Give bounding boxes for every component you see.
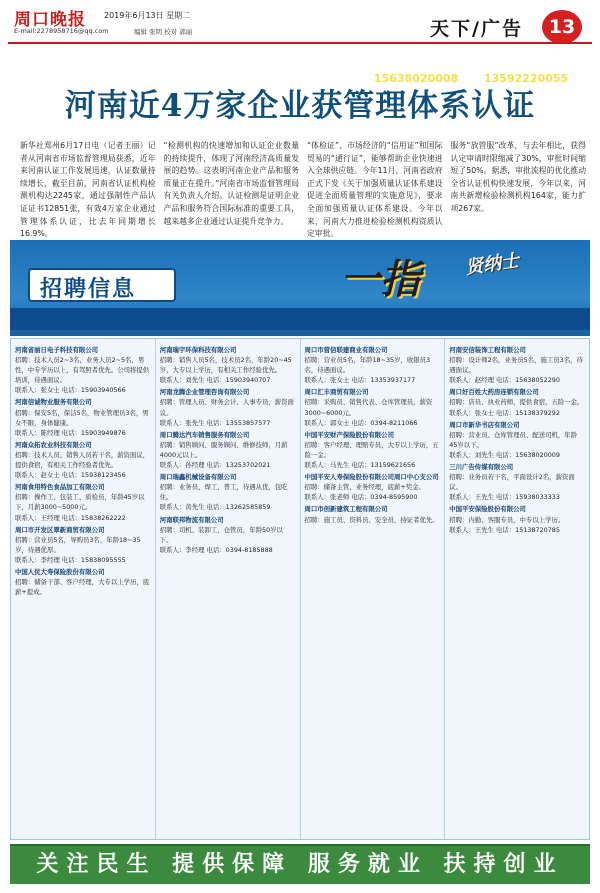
ad-text: 联系人：黄先生 电话：13262585859 (159, 503, 271, 512)
ad-text: 联系人：王先生 电话：15938033333 (449, 493, 560, 502)
ad-column (445, 339, 589, 839)
article-column: “检测机构的快速增加和认证企业数量的持续提升，体现了河南经济高质量发展的趋势。这表明河南企业产品和服务质量正在提升。”河南省市场监督管理局有关负责人介绍。认证检测是证明企业产品和服务符合国际标准的重要工具，越来越多企业通过认证提升竞争力。 (163, 141, 299, 226)
job-fair-hotline-label: 2019年周口报业传媒集团春季大型招聘会 报名热线： (30, 74, 322, 87)
ad-text: 联系人：陈经理 电话：15903949876 (15, 428, 126, 437)
ad-text: 招聘：施工员、资料员、安全员，持证者优先。 (304, 515, 439, 524)
ad-text: 联系人：赵女士 电话：15938123456 (15, 471, 126, 480)
ad-company-name: 河南安信装饰工程有限公司 (449, 346, 526, 354)
ad-column (301, 339, 446, 839)
ad-column (156, 339, 301, 839)
ad-column (11, 339, 156, 839)
hotline-number-2: 13592220055 (484, 72, 569, 85)
ad-text: 招聘：储备干部、客户经理，大专以上学历，底薪+提成。 (15, 578, 150, 597)
ad-text: 招聘：业务员、焊工、普工，待遇从优，包吃住。 (159, 483, 288, 502)
ad-company-name: 河南联邦物流有限公司 (159, 515, 224, 524)
ad-text: 招聘：营业员5名，年龄18~35岁，收银员3名，待遇面议。 (304, 356, 431, 375)
ad-company-name: 周口市创新建筑工程有限公司 (304, 505, 388, 514)
ad-text: 联系人：王先生 电话：15138720785 (449, 525, 560, 534)
issue-date: 2019年6月13日 星期二 (104, 11, 191, 20)
ad-text: 招聘：储备主管、业务经理，底薪+奖金。 (304, 483, 425, 492)
masthead (0, 0, 600, 60)
ad-company-name: 河南食用特色食品加工有限公司 (15, 483, 105, 492)
hotline-number-1: 15638020008 (374, 72, 459, 85)
ad-company-name: 周口市开发区翠新商贸有限公司 (15, 525, 105, 534)
contact-email: E-mail:2278958716@qq.com (14, 27, 109, 35)
ad-text: 联系人：张女士 电话：15138379292 (449, 408, 560, 417)
banner-calligraphy-secondary: 贤纳士 (464, 250, 521, 279)
masthead-divider (8, 42, 592, 44)
banner-calligraphy: 一指 (340, 256, 420, 303)
ad-company-name: 河南众拓农业科技有限公司 (15, 440, 92, 449)
ad-text: 联系人：李经理 电话：0394-8185888 (159, 545, 273, 554)
ad-text: 招聘：营业员、仓库管理员、配送司机，年龄45岁以下。 (449, 430, 578, 449)
ad-company-name: 周口瑞鑫机械设备有限公司 (159, 473, 237, 482)
ad-company-name: 三川广告传媒有限公司 (449, 463, 514, 472)
newspaper-logo: 周口晚报 (14, 10, 86, 30)
section-title: 天下/广告 (430, 18, 523, 40)
ad-company-name: 周口汇丰商贸有限公司 (304, 388, 369, 397)
ad-text: 联系人：马先生 电话：13159621656 (304, 461, 416, 470)
ad-text: 招聘：司机、装卸工、仓管员，年龄50岁以下。 (159, 525, 283, 544)
ad-text: 联系人：张先生 电话：13553857577 (159, 418, 271, 427)
ad-text: 招聘：管理人员、财务会计、人事专员，薪资面议。 (159, 398, 294, 417)
ad-text: 联系人：孙经理 电话：13253702021 (159, 461, 271, 470)
main-headline: 河南近4万家企业获管理体系认证 (64, 88, 536, 124)
ad-text: 联系人：张老师 电话：0394-8595900 (304, 493, 418, 502)
ad-company-name: 周口市营信联建商业有限公司 (304, 346, 388, 354)
ad-text: 联系人：李经理 电话：15838095555 (15, 555, 126, 564)
ad-company-name: 周口好百姓大药房连锁有限公司 (449, 388, 539, 397)
classified-ads (10, 338, 590, 840)
banner-title: 招聘信息 (40, 277, 137, 302)
slogan-text: 关注民生 提供保障 服务就业 扶持创业 (36, 851, 564, 877)
page-number-badge: 13 (542, 10, 582, 44)
ad-text: 招聘：技术人员、销售人员若干名，薪资面议，提供食宿，有相关工作经验者优先。 (15, 450, 150, 470)
banner-info-strip (10, 308, 590, 330)
ad-text: 联系人：刘先生 电话：15638020009 (449, 450, 560, 459)
article-column: “体检证”、市场经济的“信用证”和国际贸易的“通行证”，能够帮助企业快速进入全球供应链。今年11月，河南省政府正式下发《关于加强质量认证体系建设促进全面质量管理的实施意见》，要求全面加强质量认证体系建设。今年以来，河南大力推进检验检测机构资质认定审批。 (307, 141, 443, 239)
ad-company-name: 河南省丽日电子科技有限公司 (15, 346, 99, 354)
article-column: 新华社郑州6月17日电（记者王丽）记者从河南省市场监督管理局获悉，近年来河南认证工作发展迅速，认证数量持续增长，截至目前，河南省认证机构检测机构达2245家，通过强制性产品认证证书12851张，有效4万家企业通过管理体系认证，比去年同期增长16.9%。 (20, 141, 156, 239)
ad-text: 联系人：赵经理 电话：15638052290 (449, 376, 560, 385)
ad-company-name: 周口市新华书店有限公司 (449, 420, 520, 429)
editors-credit: 编辑 张明 校对 郭丽 (134, 28, 193, 36)
ad-text: 联系人：郭女士 电话：0394-8211066 (304, 418, 418, 427)
ad-text: 招聘：营业员5名，导购员3名，年龄18~35岁，待遇优厚。 (15, 535, 141, 554)
ad-text: 联系人：张女士 电话：13353937177 (304, 376, 416, 385)
ad-text: 招聘：客户经理、理赔专员，大专以上学历，五险一金。 (304, 440, 439, 459)
ad-text: 联系人：王经理 电话：15838262222 (15, 513, 126, 522)
ad-company-name: 中国平安财产保险股份有限公司 (304, 430, 394, 439)
ad-text: 联系人：张女士 电话：15903940566 (15, 386, 126, 395)
ad-text: 招聘：操作工、包装工、质检员，年龄45岁以下，月薪3000~5000元。 (15, 493, 145, 512)
ad-company-name: 周口腾达汽车销售服务有限公司 (159, 430, 250, 439)
ad-company-name: 中国人民大寿保险股份有限公司 (15, 567, 105, 576)
ad-company-name: 河南信诚物业服务有限公司 (15, 398, 92, 407)
ad-text: 招聘：店员、执业药师，提供食宿，五险一金。 (449, 398, 584, 407)
ad-text: 招聘：销售顾问、服务顾问、维修技师，月薪4000元以上。 (159, 440, 288, 459)
article-column: 服务“放管服”改革，与去年相比，获得认定审请时限缩减了30%，审批时间缩短了50%。据悉，审批流程的优化推动全省认证机构快速发展，今年以来，河南共新增检验检测机构164家，能力扩项267家。 (450, 141, 586, 213)
ad-text: 联系人：刘先生 电话：15903940707 (159, 376, 271, 385)
ad-text: 招聘：保安5名，保洁5名，物业管理员3名，男女不限，身体健康。 (15, 408, 149, 427)
ad-text: 招聘：销售人员5名，技术员2名，年龄20~45岁，大专以上学历，有相关工作经验优先。 (159, 356, 292, 375)
ad-text: 招聘：内勤、客服专员，中专以上学历。 (449, 515, 565, 524)
ad-company-name: 河南龙腾企业管理咨询有限公司 (159, 388, 250, 397)
ad-company-name: 河南瑞宇环保科技有限公司 (159, 346, 237, 354)
ad-text: 招聘：业务员若干名，平面设计2名，薪资面议。 (449, 473, 575, 492)
recruitment-banner (10, 240, 590, 336)
ad-text: 招聘：技术人员2~3名，业务人员2~5名，男性，中专学历以上，有驾照者优先。公司将提供培训，待遇面议。 (15, 356, 150, 385)
ad-text: 招聘：设计师2名，业务员5名，施工员3名，待遇面议。 (449, 356, 583, 375)
ad-company-name: 中国平安保险股份有限公司 (449, 505, 526, 514)
ad-company-name: 中国平安人寿保险股份有限公司周口中心支公司 (304, 473, 439, 482)
ad-text: 招聘：采购员、销售代表、仓库管理员，薪资3000~6000元。 (304, 398, 433, 417)
